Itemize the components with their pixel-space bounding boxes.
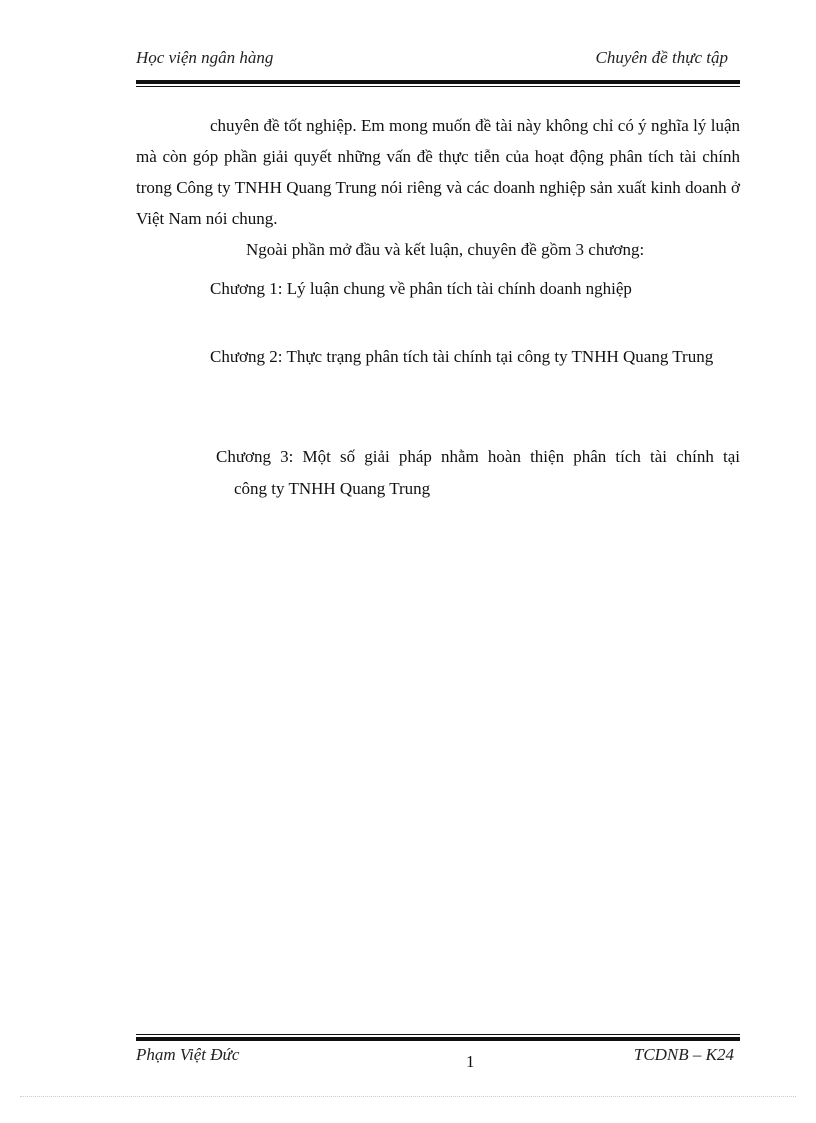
bottom-dotted-edge <box>20 1096 796 1097</box>
footer-author: Phạm Việt Đức <box>136 1045 240 1064</box>
chapter-2: Chương 2: Thực trạng phân tích tài chính tại công ty TNHH Quang Trung <box>210 347 714 366</box>
chapters-intro: Ngoài phần mở đầu và kết luận, chuyên đề gồm 3 chương: <box>246 240 645 259</box>
header-rule-thick <box>136 80 740 84</box>
footer-rule-thin <box>136 1034 740 1035</box>
body-paragraph: chuyên đề tốt nghiệp. Em mong muốn đề tài này không chỉ có ý nghĩa lý luận mà còn góp phần giải quyết những vấn đề thực tiễn của hoạt động phân tích tài chính trong Công ty TNHH Quang Trung nói riêng và các doanh nghiệp sản xuất kinh doanh ở Việt Nam nói chung. <box>136 116 740 228</box>
chapter-3-line-2: công ty TNHH Quang Trung <box>234 479 431 498</box>
footer-rule-thick <box>136 1037 740 1041</box>
body-paragraph-container <box>136 110 740 234</box>
footer-class-code: TCDNB – K24 <box>633 1045 734 1064</box>
chapter-3-line-1: Chương 3: Một số giải pháp nhằm hoàn thiện phân tích tài chính tại <box>216 447 740 466</box>
header-institution: Học viện ngân hàng <box>136 48 274 67</box>
header-rule-thin <box>136 86 740 87</box>
page-number: 1 <box>466 1052 475 1071</box>
header-document-type: Chuyên đề thực tập <box>595 48 728 67</box>
chapter-1: Chương 1: Lý luận chung về phân tích tài chính doanh nghiệp <box>210 279 632 298</box>
